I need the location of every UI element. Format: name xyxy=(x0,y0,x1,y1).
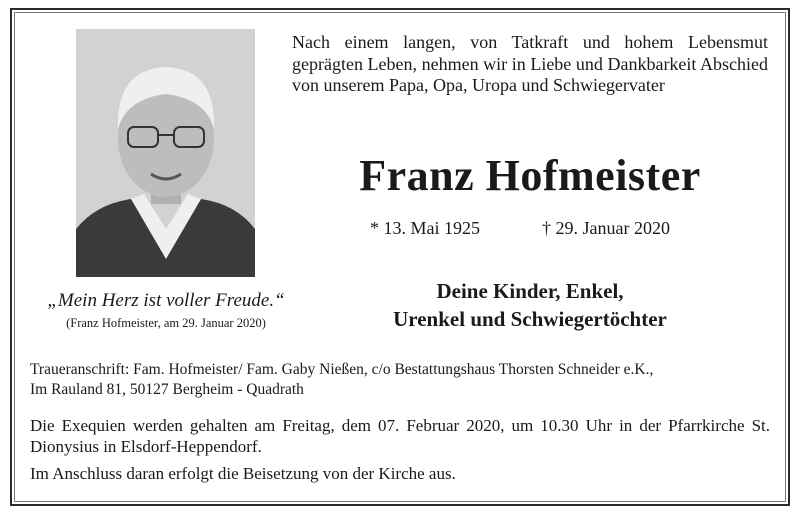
portrait-image xyxy=(76,29,255,277)
quote: „Mein Herz ist voller Freude.“ xyxy=(47,290,285,311)
portrait-photo xyxy=(76,29,255,277)
family-line-1: Deine Kinder, Enkel, xyxy=(436,279,624,303)
address-line-1: Traueranschrift: Fam. Hofmeister/ Fam. Gaby Nießen, c/o Bestattungshaus Thorsten Schneider e.K., xyxy=(30,361,654,378)
family-mourners xyxy=(292,277,768,333)
death-date: † 29. Januar 2020 xyxy=(542,218,670,238)
quote-source: (Franz Hofmeister, am 29. Januar 2020) xyxy=(66,316,266,330)
funeral-service-info: Die Exequien werden gehalten am Freitag, dem 07. Februar 2020, um 10.30 Uhr in der Pfarrkirche St. Dionysius in Elsdorf-Heppendorf. xyxy=(30,416,770,456)
deceased-name: Franz Hofmeister xyxy=(359,151,701,200)
intro-text: Nach einem langen, von Tatkraft und hohem Lebensmut geprägten Leben, nehmen wir in Liebe und Dankbarkeit Abschied von unserem Papa, Opa, Uropa und Schwiegervater xyxy=(292,32,768,95)
birth-date: * 13. Mai 1925 xyxy=(370,218,480,238)
family-line-2: Urenkel und Schwiegertöchter xyxy=(393,307,667,331)
address-line-2: Im Rauland 81, 50127 Bergheim - Quadrath xyxy=(30,381,304,398)
burial-note: Im Anschluss daran erfolgt die Beisetzung von der Kirche aus. xyxy=(30,464,456,483)
mourning-address xyxy=(30,360,770,400)
